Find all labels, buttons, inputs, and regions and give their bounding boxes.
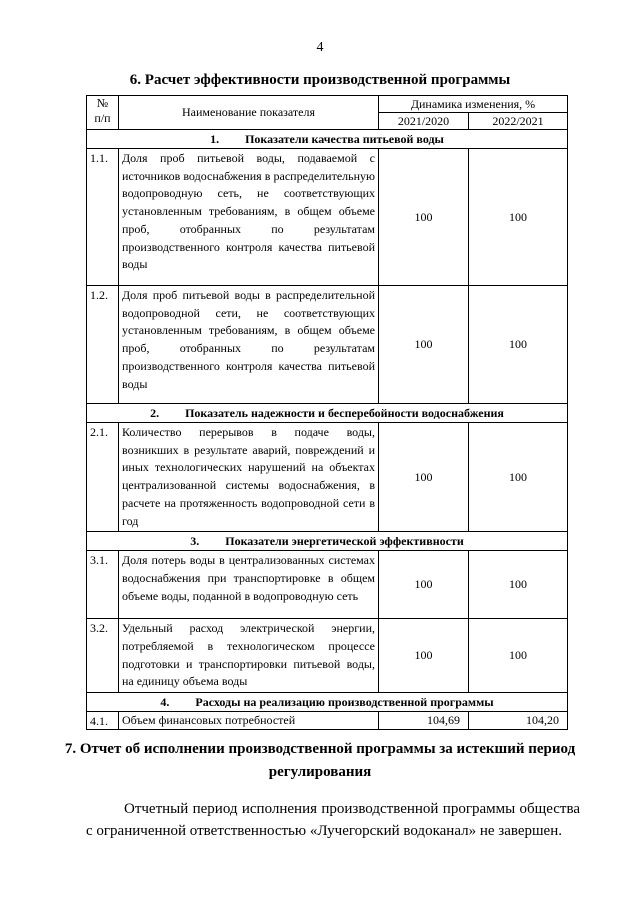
row-name: Количество перерывов в подаче воды, возникших в результате аварий, повреждений и иных технологических нарушений на объектах централизованной системы водоснабжения, в расчете на протяженность водопроводной сети в год (119, 423, 379, 532)
row-value-2022: 100 (469, 423, 568, 532)
section-title: Показатели энергетической эффективности (225, 534, 464, 549)
row-value-2022: 104,20 (469, 712, 568, 730)
section-7-title-line1: 7. Отчет об исполнении производственной программы за истекший период (64, 741, 576, 757)
report-paragraph: Отчетный период исполнения производственной программы общества с ограниченной ответственностью «Лучегорский водоканал» не завершен. (86, 801, 580, 839)
row-value-2021: 100 (379, 619, 469, 693)
row-value-2021: 100 (379, 551, 469, 619)
row-value-2022: 100 (469, 551, 568, 619)
header-year-1: 2021/2020 (379, 113, 469, 130)
row-number: 4.1. (87, 712, 119, 730)
row-number: 1.2. (87, 286, 119, 404)
row-name: Доля проб питьевой воды в распределительной водопроводной сети, не соответствующих установленным требованиям, в общем объеме проб, отобранных по результатам производственного контроля качества питьевой воды (119, 286, 379, 404)
row-value-2022: 100 (469, 619, 568, 693)
row-name: Доля потерь воды в централизованных системах водоснабжения при транспортировке в общем объеме воды, поданной в водопроводную сеть (119, 551, 379, 619)
table-row (87, 423, 568, 532)
header-name: Наименование показателя (119, 96, 379, 130)
section-number: 1. (210, 132, 220, 146)
row-name: Объем финансовых потребностей (119, 712, 379, 730)
section-title: Показатель надежности и бесперебойности водоснабжения (185, 406, 504, 420)
table-row (87, 286, 568, 404)
page-number: 4 (316, 40, 324, 55)
section-row (87, 130, 568, 149)
header-year-2: 2022/2021 (469, 113, 568, 130)
section-7-title-line2: регулирования (268, 764, 372, 780)
efficiency-table (86, 95, 568, 730)
row-value-2021: 100 (379, 286, 469, 404)
table-row (87, 712, 568, 730)
header-num-cell (87, 96, 119, 130)
row-value-2021: 100 (379, 149, 469, 286)
row-value-2022: 100 (469, 149, 568, 286)
table-header-row (87, 96, 568, 113)
section-number: 3. (190, 534, 200, 549)
section-row (87, 693, 568, 712)
row-number: 3.1. (87, 551, 119, 619)
table-row (87, 149, 568, 286)
row-name: Удельный расход электрической энергии, потребляемой в технологическом процессе подготовки и транспортировки питьевой воды, на единицу объема воды (119, 619, 379, 693)
table-row (87, 619, 568, 693)
row-number: 2.1. (87, 423, 119, 532)
section-6-title: 6. Расчет эффективности производственной программы (129, 72, 511, 88)
section-number: 2. (150, 406, 160, 420)
section-title: Расходы на реализацию производственной программы (195, 695, 494, 710)
row-name: Доля проб питьевой воды, подаваемой с источников водоснабжения в распределительную водопроводную сеть, не соответствующих установленным требованиям, в общем объеме проб, отобранных по результатам производственного контроля качества питьевой воды (119, 149, 379, 286)
row-number: 3.2. (87, 619, 119, 693)
section-row (87, 404, 568, 423)
table-row (87, 551, 568, 619)
section-row (87, 532, 568, 551)
header-dynamics: Динамика изменения, % (379, 96, 568, 113)
row-value-2021: 100 (379, 423, 469, 532)
row-number: 1.1. (87, 149, 119, 286)
header-num-line2: п/п (94, 111, 111, 125)
row-value-2021: 104,69 (379, 712, 469, 730)
section-number: 4. (160, 695, 170, 710)
row-value-2022: 100 (469, 286, 568, 404)
header-num-line1: № (96, 96, 109, 110)
section-7-title (0, 738, 640, 784)
section-title: Показатели качества питьевой воды (245, 132, 444, 146)
